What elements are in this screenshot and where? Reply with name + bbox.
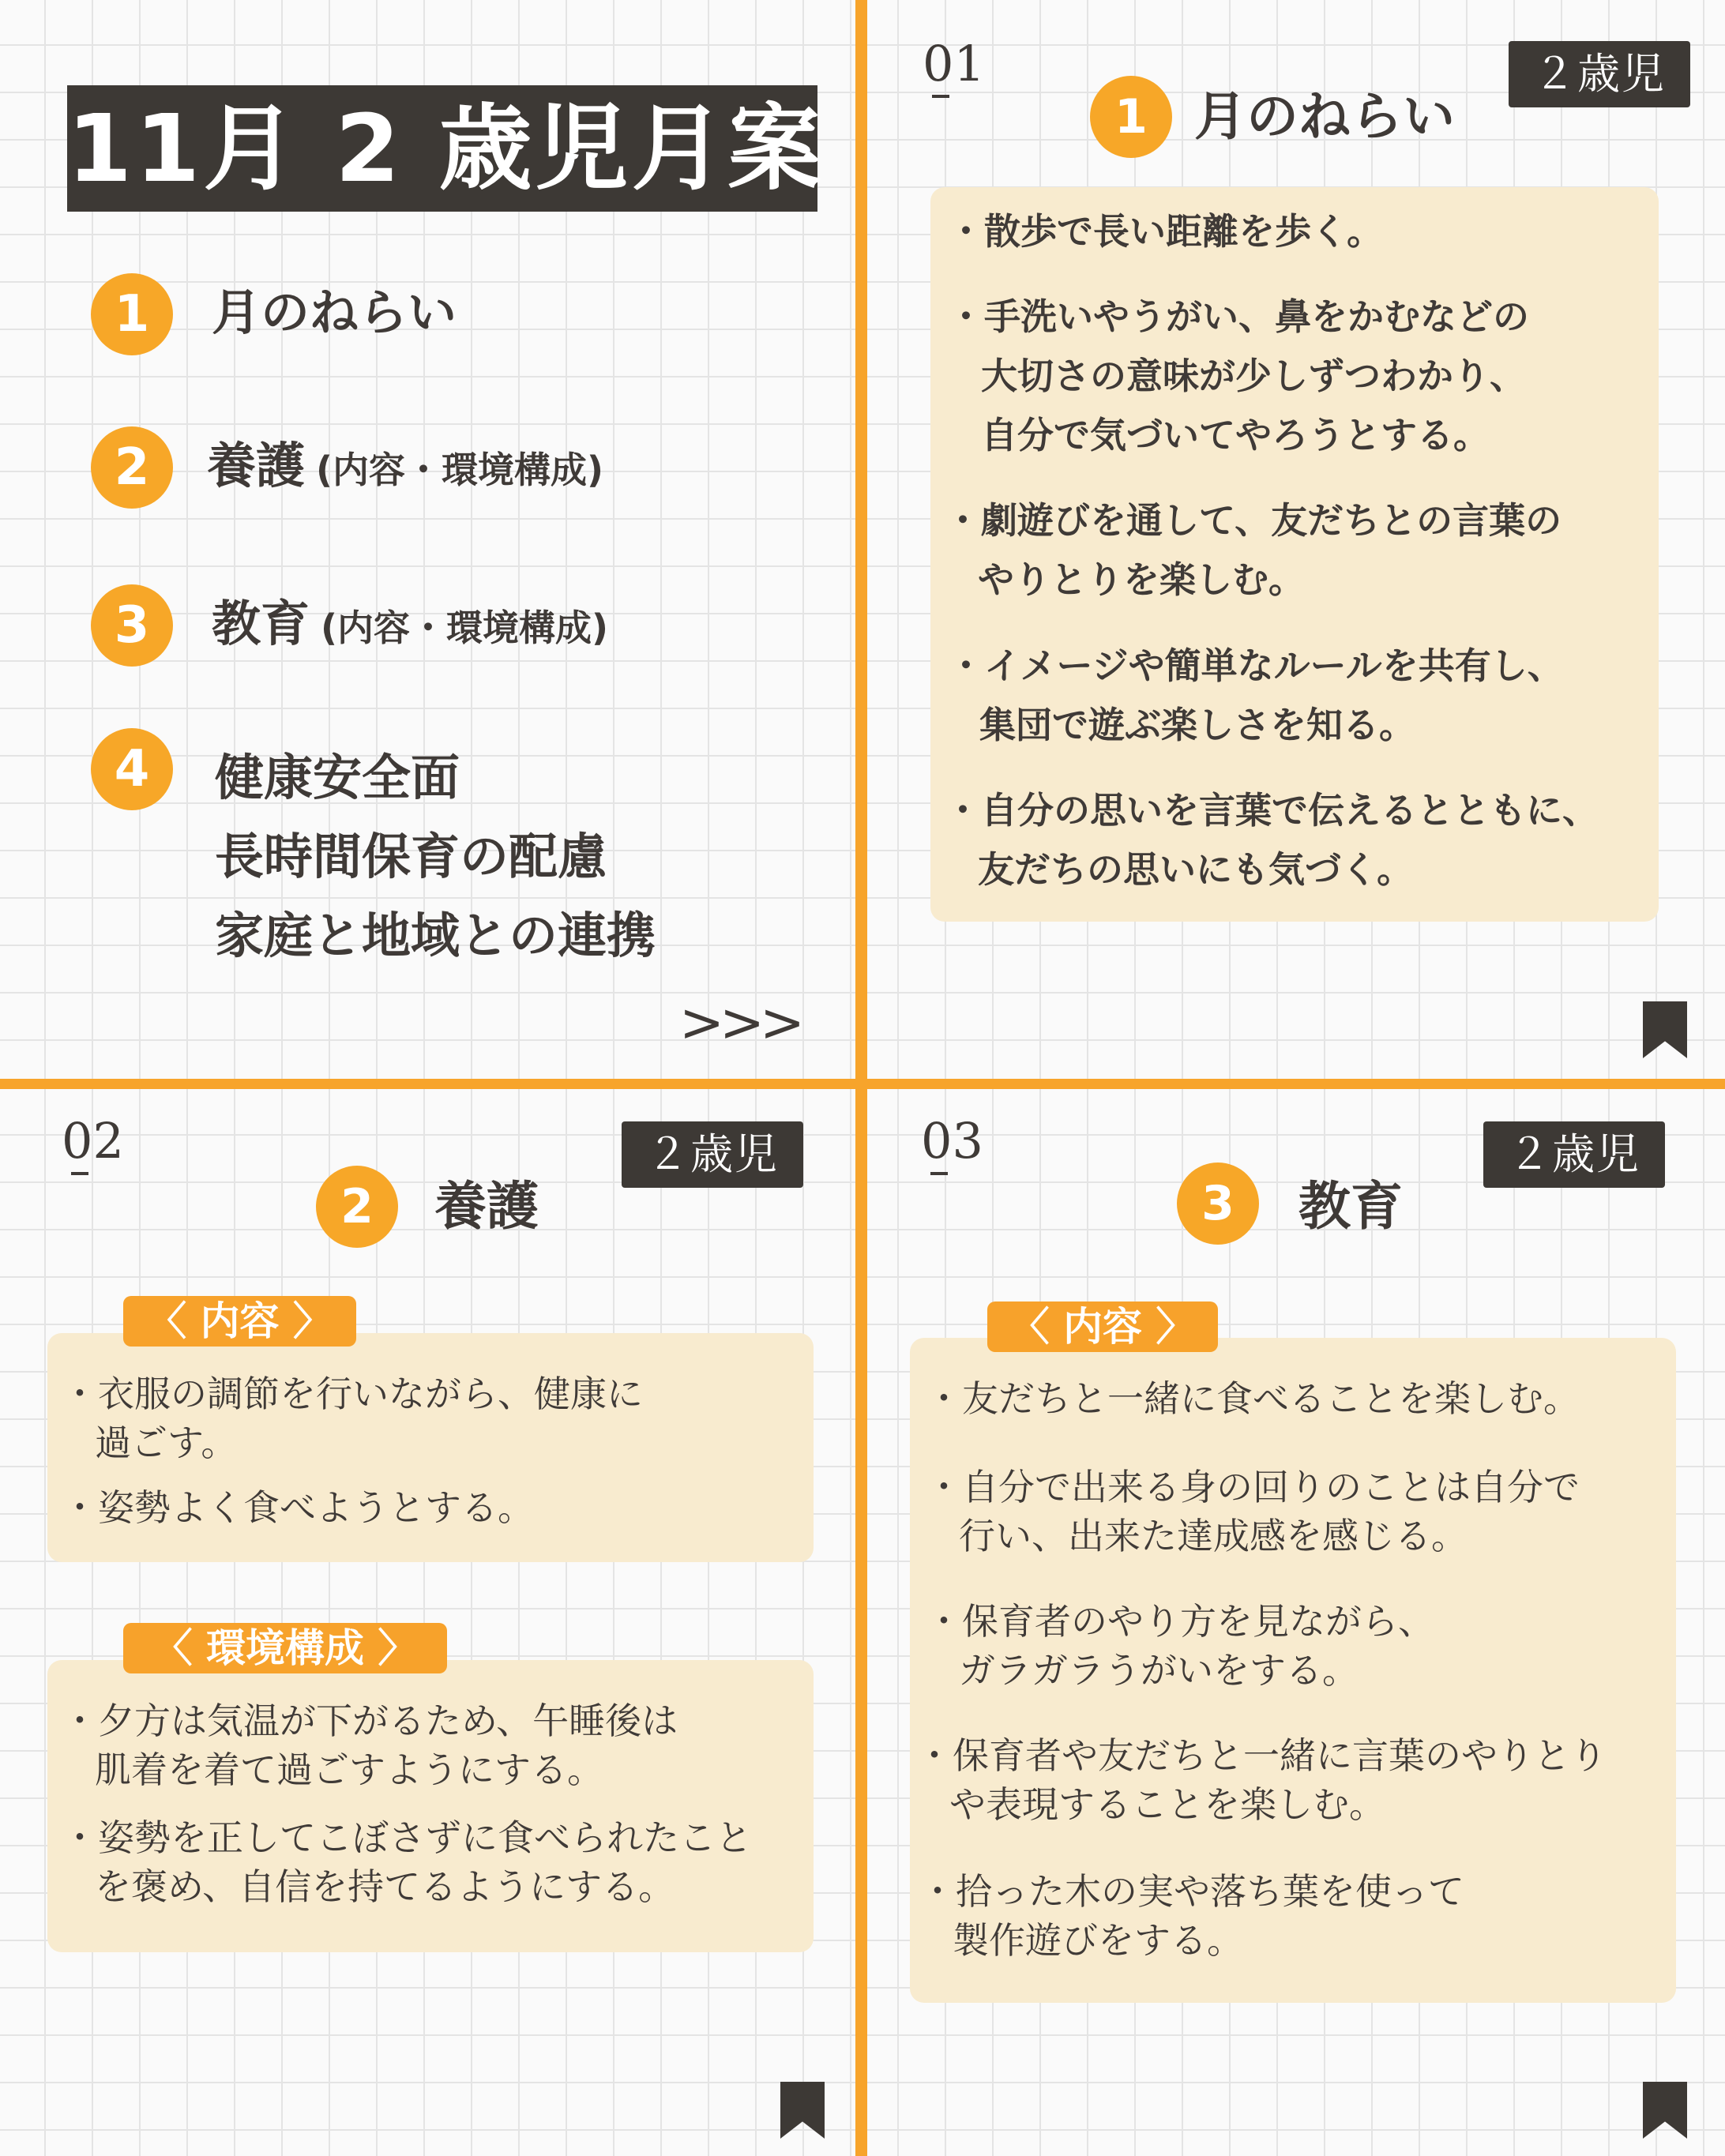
bullet-line: ・夕方は気温が下がるため、午睡後は	[62, 1700, 678, 1742]
bullet-line: 肌着を着て過ごすようにする。	[95, 1748, 603, 1791]
toc-item-care	[207, 426, 603, 509]
content-label: 〈 内容 〉	[123, 1296, 356, 1347]
page-number: 03	[921, 1112, 983, 1170]
bookmark-icon[interactable]	[1643, 1001, 1687, 1058]
next-arrows[interactable]: >>>	[679, 992, 800, 1054]
page-number: 02	[62, 1112, 124, 1170]
toc-number-2: 2	[91, 426, 173, 509]
bullet-line: や表現することを楽しむ。	[949, 1783, 1385, 1826]
toc-line: 家庭と地域との連携	[215, 907, 656, 964]
bullet-line: ・散歩で長い距離を歩く。	[948, 210, 1384, 253]
bullet-line: 行い、出来た達成感を感じる。	[959, 1515, 1468, 1557]
bullet-line: 製作遊びをする。	[953, 1919, 1243, 1962]
bullet-line: ・拾った木の実や落ち葉を使って	[919, 1870, 1464, 1913]
page-number-mark	[71, 1172, 88, 1175]
bullet-line: ・姿勢よく食べようとする。	[62, 1486, 534, 1529]
toc-line: 長時間保育の配慮	[215, 828, 607, 885]
toc-label: 養護	[207, 437, 306, 494]
age-badge: ２歳児	[1483, 1121, 1665, 1188]
toc-item-education	[212, 584, 608, 667]
toc-line: 健康安全面	[215, 749, 460, 806]
bookmark-icon[interactable]	[780, 2082, 825, 2139]
bullet-line: ・自分で出来る身の回りのことは自分で	[926, 1466, 1580, 1508]
section-number: 1	[1090, 76, 1172, 158]
toc-sublabel: (内容・環境構成)	[316, 449, 604, 491]
content-label: 〈 内容 〉	[987, 1301, 1218, 1352]
bullet-line: ・劇遊びを通して、友だちとの言葉の	[945, 499, 1562, 542]
toc-number-4: 4	[91, 728, 173, 810]
bullet-line: ・イメージや簡単なルールを共有し、	[948, 644, 1564, 687]
age-badge: ２歳児	[622, 1121, 803, 1188]
section-heading: 教育	[1298, 1176, 1403, 1237]
bullet-line: 友だちの思いにも気づく。	[978, 848, 1414, 891]
toc-number-3: 3	[91, 584, 173, 667]
bullet-line: やりとりを楽しむ。	[978, 558, 1305, 601]
vertical-divider	[855, 0, 867, 2156]
environment-label: 〈 環境構成 〉	[123, 1623, 447, 1673]
section-heading: 月のねらい	[1194, 86, 1455, 147]
bullet-line: を褒め、自信を持てるようにする。	[95, 1865, 675, 1908]
bullet-line: ガラガラうがいをする。	[959, 1649, 1359, 1692]
toc-number-1: 1	[91, 273, 173, 355]
bullet-line: ・自分の思いを言葉で伝えるとともに、	[945, 789, 1599, 832]
bullet-line: ・保育者や友だちと一緒に言葉のやりとり	[916, 1734, 1607, 1777]
page-number-mark	[930, 1172, 948, 1175]
bullet-line: ・保育者のやり方を見ながら、	[926, 1600, 1434, 1643]
bullet-line: 自分で気づいてやろうとする。	[981, 414, 1490, 456]
toc-label: 月のねらい	[212, 284, 457, 341]
page-number-mark	[932, 95, 949, 98]
page-number: 01	[923, 35, 985, 92]
bullet-line: 大切さの意味が少しずつわかり、	[981, 355, 1526, 397]
toc-item-health	[215, 738, 656, 975]
bullet-line: ・友だちと一緒に食べることを楽しむ。	[926, 1377, 1580, 1420]
bullet-line: 集団で遊ぶ楽しさを知る。	[979, 704, 1415, 746]
bullet-line: ・姿勢を正してこぼさずに食べられたこと	[62, 1816, 752, 1859]
bookmark-icon[interactable]	[1643, 2082, 1687, 2139]
cover-title: 11月 2 歳児月案	[67, 85, 817, 212]
section-number: 2	[316, 1166, 398, 1248]
horizontal-divider	[0, 1079, 1725, 1089]
age-badge: ２歳児	[1509, 41, 1690, 107]
section-heading: 養護	[434, 1176, 539, 1237]
toc-item-aims	[212, 273, 457, 352]
toc-sublabel: (内容・環境構成)	[321, 607, 609, 649]
toc-label: 教育	[212, 595, 310, 652]
bullet-line: ・手洗いやうがい、鼻をかむなどの	[948, 295, 1529, 338]
section-number: 3	[1177, 1163, 1259, 1245]
bullet-line: ・衣服の調節を行いながら、健康に	[62, 1373, 643, 1415]
bullet-line: 過ごす。	[95, 1422, 238, 1464]
